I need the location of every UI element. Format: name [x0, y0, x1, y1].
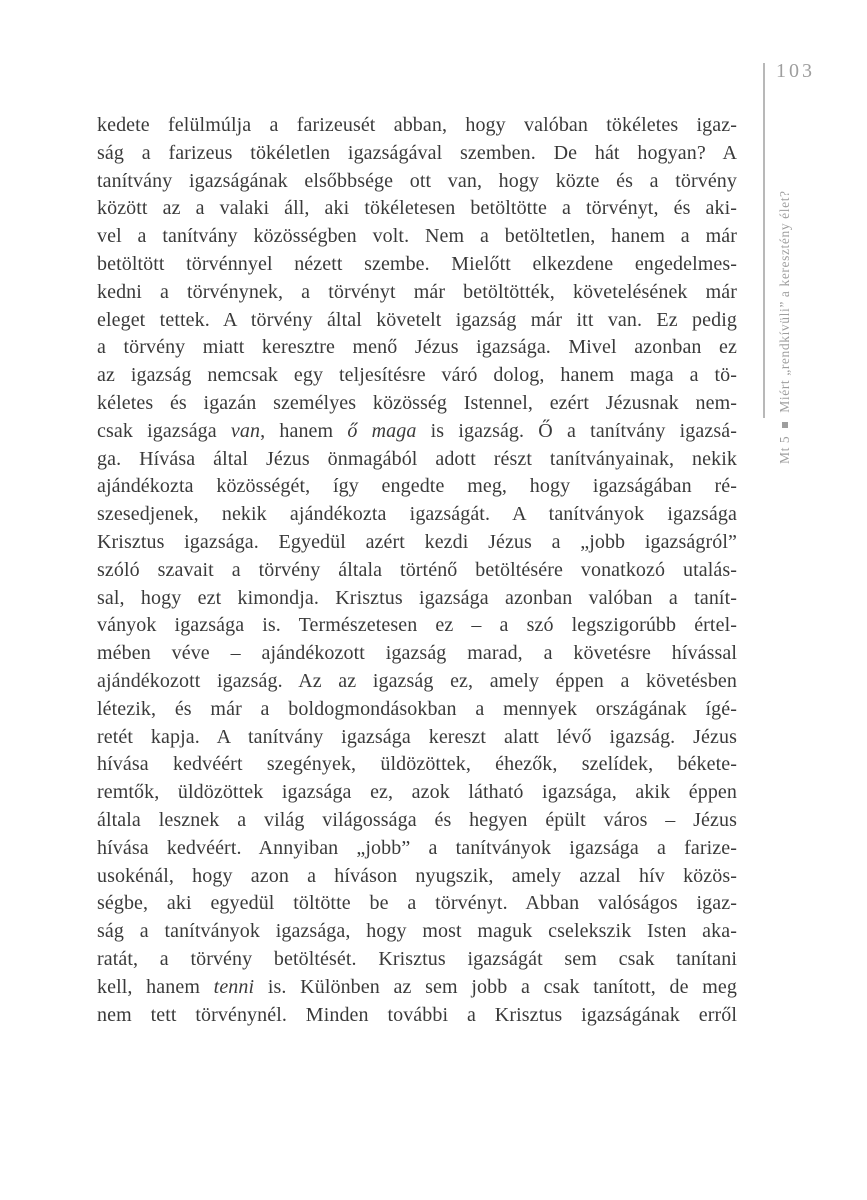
text-line: kedni a törvénynek, a törvényt már betöltötték, követelésének már	[97, 280, 737, 303]
text-line: usokénál, hogy azon a híváson nyugszik, amely azzal hív közös-	[97, 864, 737, 887]
text-line: tanítvány igazságának elsőbbsége ott van, hogy közte és a törvény	[97, 169, 737, 192]
text-line: Krisztus igazsága. Egyedül azért kezdi Jézus a „jobb igazságról”	[97, 530, 737, 553]
text-line: között az a valaki áll, aki tökéletesen betöltötte a törvényt, és aki-	[97, 197, 737, 220]
text-line: retét kapja. A tanítvány igazsága kereszt alatt lévő igazság. Jézus	[97, 725, 737, 748]
text-line: betöltött törvénnyel nézett szembe. Mielőtt elkezdene engedelmes-	[97, 252, 737, 275]
text-line: vel a tanítvány közösségben volt. Nem a betöltetlen, hanem a már	[97, 225, 737, 248]
text-line: ság a tanítványok igazsága, hogy most maguk cselekszik Isten aka-	[97, 920, 737, 943]
text-line: szóló szavait a törvény általa történő betöltésére vonatkozó utalás-	[97, 558, 737, 581]
text-line: létezik, és már a boldogmondásokban a mennyek országának ígé-	[97, 697, 737, 720]
text-line: ság a farizeus tökéletlen igazságával szemben. De hát hogyan? A	[97, 141, 737, 164]
text-line: hívása kedvéért szegények, üldözöttek, éhezők, szelídek, békete-	[97, 753, 737, 776]
text-line: a törvény miatt keresztre menő Jézus igazsága. Mivel azonban ez	[97, 336, 737, 359]
text-line: ajándékozta közösségét, így engedte meg, hogy igazságában ré-	[97, 475, 737, 498]
text-line: ségbe, aki egyedül töltötte be a törvényt. Abban valóságos igaz-	[97, 892, 737, 915]
text-line: ga. Hívása által Jézus önmagából adott részt tanítványainak, nekik	[97, 447, 737, 470]
text-line: általa lesznek a világ világossága és hegyen épült város – Jézus	[97, 808, 737, 831]
text-line: kéletes és igazán személyes közösség Istennel, ezért Jézusnak nem-	[97, 391, 737, 414]
text-line: hívása kedvéért. Annyiban „jobb” a tanítványok igazsága a farize-	[97, 836, 737, 859]
margin-rule-divider	[763, 63, 765, 418]
text-line: sal, hogy ezt kimondja. Krisztus igazsága azonban valóban a tanít-	[97, 586, 737, 609]
text-line: az igazság nemcsak egy teljesítésre váró dolog, hanem maga a tö-	[97, 364, 737, 387]
text-line: ványok igazsága is. Természetesen ez – a szó legszigorúbb értel-	[97, 614, 737, 637]
sidebar-title: Miért „rendkívüli” a keresztény élet?	[777, 190, 792, 413]
text-line: ajándékozott igazság. Az az igazság ez, amely éppen a követésben	[97, 669, 737, 692]
text-line: mében véve – ajándékozott igazság marad, a követésre hívással	[97, 642, 737, 665]
text-line: kedete felülmúlja a farizeusét abban, hogy valóban tökéletes igaz-	[97, 114, 737, 136]
text-line: nem tett törvénynél. Minden további a Krisztus igazságának erről	[97, 1003, 737, 1026]
chapter-label: Mt 5	[777, 435, 792, 464]
text-line: kell, hanem tenni is. Különben az sem jobb a csak tanított, de meg	[97, 975, 737, 998]
margin-tab	[776, 190, 794, 464]
body-text	[97, 112, 737, 1029]
page-number: 103	[776, 60, 815, 82]
text-line: remtők, üldözöttek igazsága ez, azok látható igazsága, akik éppen	[97, 781, 737, 804]
text-line: eleget tettek. A törvény által követelt igazság már itt van. Ez pedig	[97, 308, 737, 331]
text-line: ratát, a törvény betöltését. Krisztus igazságát sem csak tanítani	[97, 947, 737, 970]
text-line: csak igazsága van, hanem ő maga is igazság. Ő a tanítvány igazsá-	[97, 419, 737, 442]
square-bullet-icon	[782, 422, 788, 428]
text-line: szesedjenek, nekik ajándékozta igazságát. A tanítványok igazsága	[97, 503, 737, 526]
